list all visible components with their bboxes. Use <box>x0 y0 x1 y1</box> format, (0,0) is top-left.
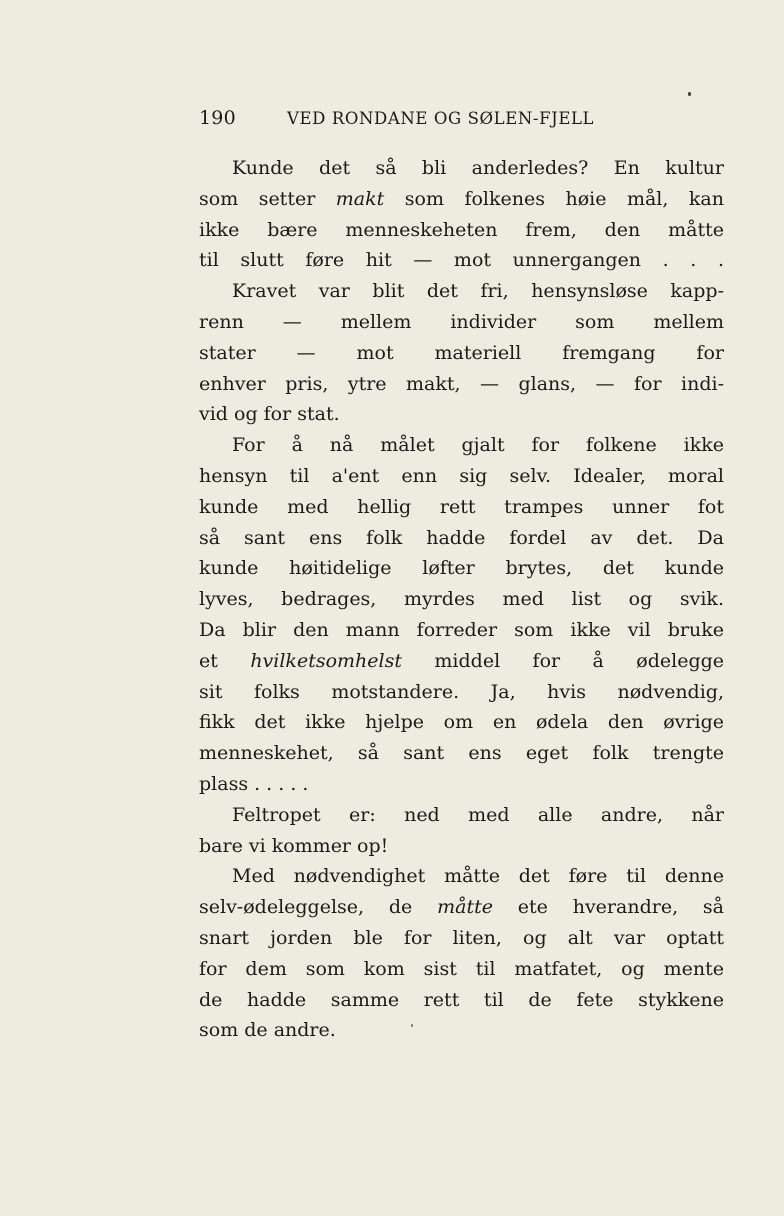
text-line: renn — mellem individer som mellem <box>199 310 724 333</box>
text-line: de hadde samme rett til de fete stykkene <box>199 988 724 1011</box>
emphasis: måtte <box>437 896 493 919</box>
running-title: VED RONDANE OG SØLEN-FJELL <box>287 109 595 128</box>
ink-speck <box>688 92 691 96</box>
text-line: Da blir den mann forreder som ikke vil bruke <box>199 618 724 641</box>
body-text <box>199 153 724 1046</box>
text-line: til slutt føre hit — mot unnergangen . . . <box>199 249 724 272</box>
text-line: lyves, bedrages, myrdes med list og svik. <box>199 588 724 611</box>
text-line: som setter makt som folkenes høie mål, kan <box>199 187 724 210</box>
text-line: menneskehet, så sant ens eget folk trengte <box>199 742 724 765</box>
text-line: vid og for stat. <box>199 403 340 426</box>
text-line: snart jorden ble for liten, og alt var optatt <box>199 926 724 949</box>
text-line: hensyn til a'ent enn sig selv. Idealer, moral <box>199 464 724 487</box>
text-line: For å nå målet gjalt for folkene ikke <box>232 434 724 457</box>
page-number: 190 <box>199 107 236 129</box>
emphasis: makt <box>335 187 385 210</box>
text-line: som de andre. <box>199 1019 336 1042</box>
text-line: enhver pris, ytre makt, — glans, — for indi- <box>199 372 724 395</box>
text-line: Med nødvendighet måtte det føre til denne <box>232 865 724 888</box>
page-header <box>199 107 729 133</box>
text-line: Feltropet er: ned med alle andre, når <box>232 803 724 826</box>
text-line: kunde med hellig rett trampes unner fot <box>199 495 724 518</box>
text-line: for dem som kom sist til matfatet, og mente <box>199 957 724 980</box>
text-line: selv-ødeleggelse, de måtte ete hverandre, så <box>199 896 724 919</box>
text-line: Kravet var blit det fri, hensynsløse kapp- <box>232 280 724 303</box>
text-line: så sant ens folk hadde fordel av det. Da <box>199 526 724 549</box>
text-line: sit folks motstandere. Ja, hvis nødvendig, <box>199 680 724 703</box>
text-line: ikke bære menneskeheten frem, den måtte <box>199 218 724 241</box>
text-line: et hvilketsomhelst middel for å ødelegge <box>199 649 724 672</box>
text-line: kunde høitidelige løfter brytes, det kunde <box>199 557 724 580</box>
text-line: plass . . . . . <box>199 772 309 795</box>
text-line: fikk det ikke hjelpe om en ødela den øvrige <box>199 711 724 734</box>
text-line: stater — mot materiell fremgang for <box>199 341 724 364</box>
text-line: bare vi kommer op! <box>199 834 389 857</box>
text-line: Kunde det så bli anderledes? En kultur <box>232 157 724 179</box>
emphasis: hvilketsomhelst <box>250 649 402 672</box>
